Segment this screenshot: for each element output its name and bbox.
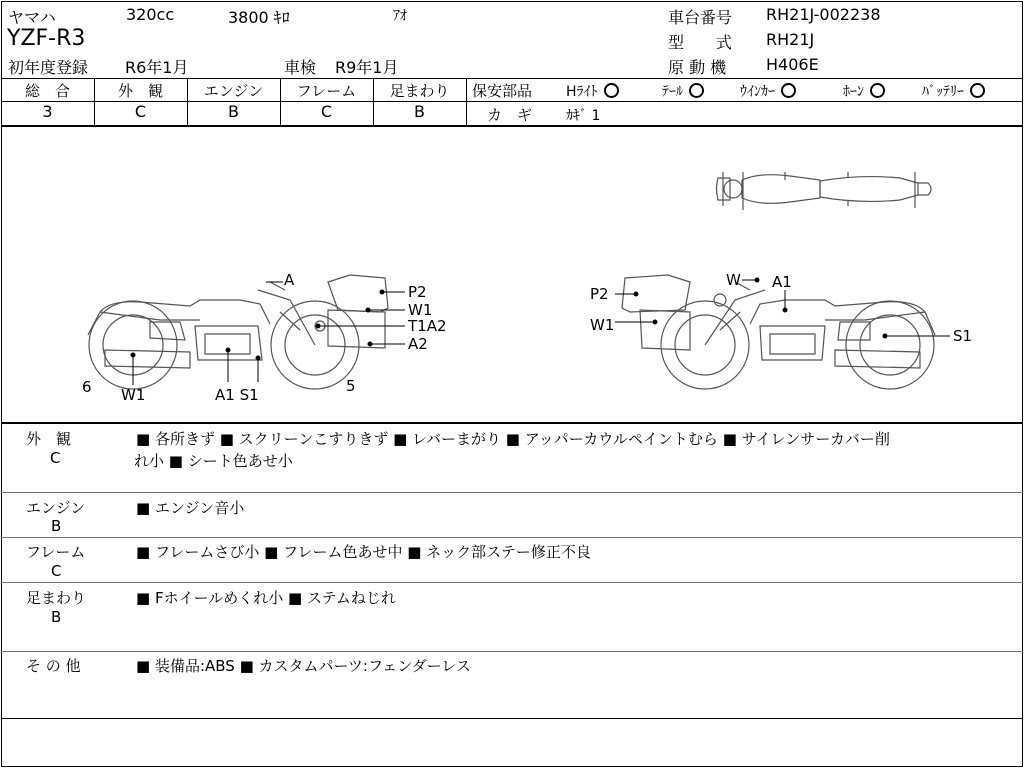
ok-circle-icon [604, 83, 619, 98]
frame-no-label: 車台番号 [668, 8, 733, 27]
engine-model-value: H406E [766, 55, 819, 74]
remark-grade: C [51, 562, 62, 580]
damage-label: A2 [408, 335, 428, 353]
remark-grade: B [51, 517, 62, 535]
body-color: ｱｵ [393, 8, 407, 24]
damage-label: 5 [346, 377, 356, 395]
damage-label: T1A2 [408, 317, 447, 335]
remark-text: ■ フレームさび小 ■ フレーム色あせ中 ■ ネック部ステー修正不良 [136, 543, 591, 561]
remark-category: フレーム [26, 543, 86, 561]
damage-label: W1 [590, 316, 615, 334]
damage-label: 6 [82, 378, 92, 396]
key-label: カ ギ [487, 106, 533, 124]
grade-suspension-value: B [414, 102, 425, 121]
inspection-value: R9年1月 [335, 58, 399, 77]
top-view-motorcycle-icon [717, 172, 932, 210]
grade-exterior-label: 外 観 [117, 82, 163, 100]
damage-label: W [726, 271, 741, 289]
damage-label: P2 [590, 285, 609, 303]
damage-label: S1 [953, 327, 973, 345]
grade-frame-value: C [320, 102, 333, 121]
remark-category: エンジン [26, 499, 86, 517]
grade-engine-value: B [228, 102, 239, 121]
right-side-motorcycle-icon [622, 275, 935, 389]
safety-item-horn: ﾎｰﾝ [843, 81, 885, 101]
maker-name: ヤマハ [8, 8, 56, 27]
ok-circle-icon [781, 83, 796, 98]
remark-text: れ小 ■ シート色あせ小 [134, 452, 293, 470]
ok-circle-icon [970, 83, 985, 98]
grade-frame-label: フレーム [296, 82, 357, 100]
remark-grade: B [51, 608, 62, 626]
engine-model-label: 原 動 機 [668, 58, 727, 77]
type-label: 型 式 [668, 33, 733, 52]
remark-text: ■ エンジン音小 [136, 499, 245, 517]
grade-suspension-label: 足まわり [389, 82, 450, 100]
motorcycle-damage-diagram [0, 127, 1024, 422]
damage-label: A1 S1 [215, 386, 259, 404]
remark-text: ■ 装備品:ABS ■ カスタムパーツ:フェンダーレス [136, 657, 471, 675]
remark-text: ■ Fホイールめくれ小 ■ ステムねじれ [136, 589, 396, 607]
displacement: 320cc [126, 5, 175, 24]
mileage: 3800 ｷﾛ [228, 8, 290, 27]
model-name: YZF-R3 [7, 26, 86, 51]
grade-overall-value: 3 [42, 102, 53, 121]
damage-label: W1 [408, 301, 433, 319]
damage-label: P2 [408, 283, 427, 301]
ok-circle-icon [870, 83, 885, 98]
key-value: ｶｷﾞ 1 [566, 108, 601, 124]
safety-parts-label: 保安部品 [472, 82, 533, 100]
inspection-label: 車検 [284, 58, 317, 77]
damage-label: A1 [772, 273, 792, 291]
damage-label: A [284, 271, 295, 289]
remark-category: そ の 他 [26, 657, 81, 675]
safety-item-winker: ｳｲﾝｶｰ [740, 81, 796, 101]
first-reg-value: R6年1月 [125, 58, 189, 77]
remark-category: 外 観 [26, 430, 72, 448]
frame-no-value: RH21J-002238 [766, 5, 881, 24]
remark-category: 足まわり [26, 589, 87, 607]
safety-item-tail: ﾃｰﾙ [662, 81, 704, 101]
remark-grade: C [50, 449, 61, 467]
remark-text: ■ 各所きず ■ スクリーンこすりきず ■ レバーまがり ■ アッパーカウルペイントむら ■ サイレンサーカバー削 [136, 430, 890, 448]
grade-exterior-value: C [134, 102, 147, 121]
safety-item-battery: ﾊﾞｯﾃﾘｰ [922, 81, 985, 101]
ok-circle-icon [689, 83, 704, 98]
damage-label: W1 [121, 386, 146, 404]
type-value: RH21J [766, 30, 815, 49]
first-reg-label: 初年度登録 [8, 58, 89, 77]
grade-engine-label: エンジン [203, 82, 264, 100]
grade-overall-label: 総 合 [24, 82, 70, 100]
safety-item-headlight: Hﾗｲﾄ [566, 81, 619, 101]
